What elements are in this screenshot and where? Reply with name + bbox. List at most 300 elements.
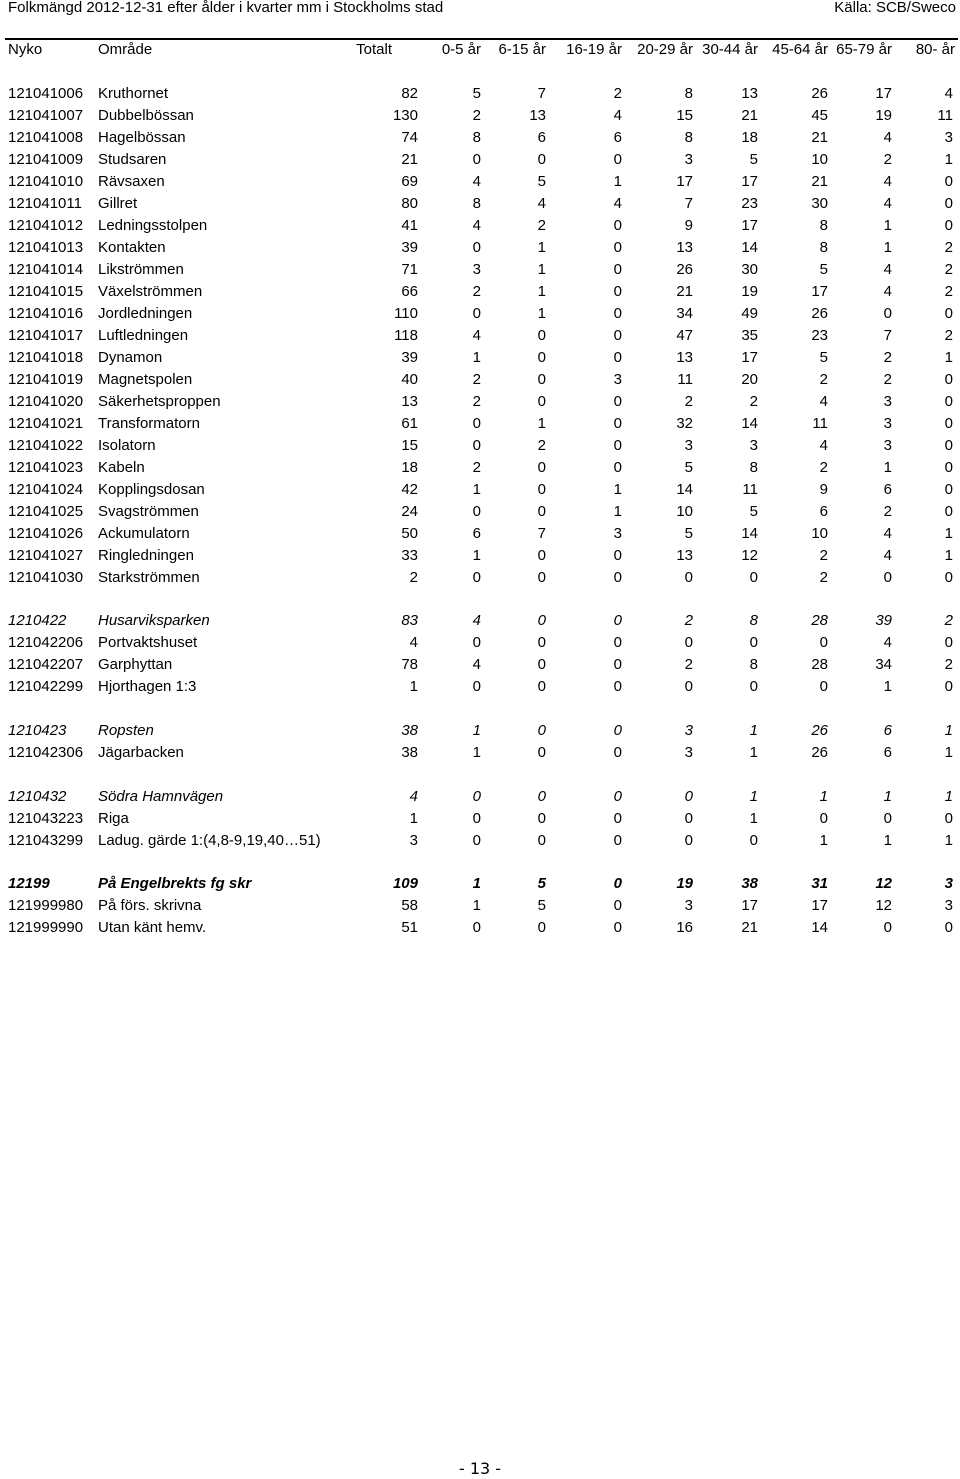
cell-age-20-29: 15 (676, 107, 693, 124)
cell-totalt: 39 (401, 349, 418, 366)
cell-age-6-15: 7 (537, 525, 546, 542)
table-row (0, 654, 960, 676)
table-row (0, 567, 960, 589)
cell-omrade: Ackumulatorn (98, 525, 190, 542)
table-row-subtotal (0, 786, 960, 808)
cell-omrade: Hjorthagen 1:3 (98, 678, 197, 695)
cell-omrade: Likströmmen (98, 261, 184, 278)
cell-totalt: 80 (401, 195, 418, 212)
cell-age-6-15: 13 (529, 107, 546, 124)
cell-age-80-plus: 0 (944, 195, 953, 212)
cell-totalt: 4 (409, 634, 418, 651)
cell-age-65-79: 4 (883, 525, 892, 542)
cell-age-65-79: 6 (883, 722, 892, 739)
cell-age-16-19: 0 (613, 305, 622, 322)
cell-age-65-79: 4 (883, 129, 892, 146)
cell-age-45-64: 2 (819, 569, 828, 586)
cell-age-16-19: 0 (613, 656, 622, 673)
column-header-age-80-plus: 80- år (915, 41, 955, 58)
cell-age-0-5: 0 (472, 788, 481, 805)
cell-age-0-5: 1 (472, 875, 481, 892)
cell-age-20-29: 3 (684, 151, 693, 168)
cell-age-6-15: 1 (537, 305, 546, 322)
cell-age-6-15: 0 (537, 151, 546, 168)
cell-nyko: 121041018 (8, 349, 84, 366)
cell-nyko: 121043299 (8, 832, 84, 849)
cell-age-30-44: 19 (741, 283, 758, 300)
table-row (0, 325, 960, 347)
cell-age-0-5: 0 (472, 810, 481, 827)
cell-age-16-19: 0 (613, 897, 622, 914)
cell-nyko: 121042306 (8, 744, 84, 761)
table-row (0, 237, 960, 259)
cell-age-0-5: 4 (472, 173, 481, 190)
cell-omrade: Ropsten (98, 722, 154, 739)
cell-age-0-5: 1 (472, 547, 481, 564)
cell-totalt: 130 (392, 107, 418, 124)
cell-age-30-44: 14 (741, 525, 758, 542)
cell-age-20-29: 13 (676, 547, 693, 564)
cell-age-65-79: 3 (883, 393, 892, 410)
cell-age-30-44: 11 (742, 481, 758, 498)
cell-nyko: 121999980 (8, 897, 84, 914)
cell-age-30-44: 8 (749, 612, 758, 629)
cell-age-6-15: 0 (537, 634, 546, 651)
cell-omrade: Jordledningen (98, 305, 193, 322)
cell-age-16-19: 0 (613, 678, 622, 695)
table-row (0, 193, 960, 215)
cell-age-45-64: 21 (811, 129, 828, 146)
cell-age-45-64: 28 (811, 612, 828, 629)
cell-age-16-19: 0 (613, 634, 622, 651)
cell-age-6-15: 0 (537, 371, 546, 388)
cell-age-65-79: 1 (883, 239, 892, 256)
cell-nyko: 121041016 (8, 305, 84, 322)
cell-age-16-19: 0 (613, 283, 622, 300)
table-row (0, 917, 960, 939)
table-row (0, 127, 960, 149)
cell-age-20-29: 9 (684, 217, 693, 234)
cell-age-16-19: 0 (613, 151, 622, 168)
cell-age-80-plus: 1 (944, 349, 953, 366)
cell-age-20-29: 3 (684, 897, 693, 914)
cell-age-0-5: 0 (472, 503, 481, 520)
cell-age-30-44: 17 (741, 217, 758, 234)
table-row (0, 105, 960, 127)
cell-age-65-79: 1 (883, 459, 892, 476)
cell-age-45-64: 5 (819, 261, 828, 278)
cell-age-6-15: 0 (537, 744, 546, 761)
cell-omrade: Kruthornet (98, 85, 169, 102)
cell-age-30-44: 0 (749, 832, 758, 849)
cell-age-80-plus: 2 (944, 283, 953, 300)
cell-nyko: 1210423 (8, 722, 67, 739)
cell-age-30-44: 13 (741, 85, 758, 102)
cell-age-6-15: 0 (537, 481, 546, 498)
table-row (0, 676, 960, 698)
cell-age-30-44: 14 (741, 415, 758, 432)
cell-age-80-plus: 3 (944, 897, 953, 914)
table-row (0, 171, 960, 193)
cell-age-0-5: 1 (472, 744, 481, 761)
cell-age-65-79: 4 (883, 283, 892, 300)
cell-age-65-79: 7 (883, 327, 892, 344)
cell-age-30-44: 38 (741, 875, 758, 892)
cell-age-16-19: 0 (613, 569, 622, 586)
cell-age-80-plus: 4 (944, 85, 953, 102)
cell-age-0-5: 0 (472, 919, 481, 936)
cell-age-80-plus: 1 (944, 525, 953, 542)
column-header-totalt: Totalt (356, 41, 392, 58)
table-row (0, 523, 960, 545)
cell-omrade: Dynamon (98, 349, 163, 366)
cell-age-16-19: 3 (613, 525, 622, 542)
cell-totalt: 58 (401, 897, 418, 914)
cell-totalt: 18 (401, 459, 418, 476)
cell-age-80-plus: 0 (944, 634, 953, 651)
cell-omrade: Starkströmmen (98, 569, 200, 586)
cell-age-30-44: 5 (749, 503, 758, 520)
cell-age-45-64: 8 (819, 217, 828, 234)
cell-nyko: 121041008 (8, 129, 84, 146)
cell-age-20-29: 13 (676, 349, 693, 366)
cell-totalt: 66 (401, 283, 418, 300)
cell-nyko: 121041007 (8, 107, 84, 124)
cell-age-80-plus: 2 (944, 327, 953, 344)
cell-age-45-64: 30 (811, 195, 828, 212)
cell-age-80-plus: 0 (944, 173, 953, 190)
cell-omrade: Växelströmmen (98, 283, 203, 300)
cell-omrade: Södra Hamnvägen (98, 788, 224, 805)
cell-age-20-29: 11 (677, 371, 693, 388)
cell-age-20-29: 3 (684, 744, 693, 761)
cell-totalt: 39 (401, 239, 418, 256)
cell-age-45-64: 2 (819, 459, 828, 476)
cell-omrade: Luftledningen (98, 327, 189, 344)
cell-totalt: 38 (401, 744, 418, 761)
cell-age-20-29: 2 (684, 612, 693, 629)
cell-omrade: Husarviksparken (98, 612, 210, 629)
column-header-age-20-29: 20-29 år (637, 41, 693, 58)
cell-age-45-64: 1 (819, 788, 828, 805)
cell-omrade: Magnetspolen (98, 371, 193, 388)
cell-nyko: 121042206 (8, 634, 84, 651)
cell-age-45-64: 31 (811, 875, 828, 892)
table-row (0, 808, 960, 830)
cell-nyko: 121041025 (8, 503, 84, 520)
cell-age-0-5: 0 (472, 437, 481, 454)
cell-age-20-29: 0 (684, 810, 693, 827)
table-row (0, 303, 960, 325)
cell-age-6-15: 5 (537, 875, 546, 892)
cell-age-65-79: 39 (875, 612, 892, 629)
cell-age-65-79: 12 (875, 875, 892, 892)
cell-age-80-plus: 0 (944, 437, 953, 454)
cell-age-16-19: 1 (613, 173, 622, 190)
cell-nyko: 121041023 (8, 459, 84, 476)
cell-omrade: Isolatorn (98, 437, 156, 454)
cell-nyko: 121041011 (8, 195, 82, 212)
cell-age-45-64: 14 (811, 919, 828, 936)
cell-age-80-plus: 3 (944, 129, 953, 146)
cell-totalt: 50 (401, 525, 418, 542)
cell-age-0-5: 4 (472, 656, 481, 673)
cell-age-45-64: 2 (819, 371, 828, 388)
cell-nyko: 121041017 (8, 327, 84, 344)
cell-totalt: 40 (401, 371, 418, 388)
cell-age-45-64: 9 (819, 481, 828, 498)
cell-totalt: 110 (394, 305, 418, 322)
cell-omrade: Studsaren (98, 151, 167, 168)
cell-age-0-5: 2 (472, 371, 481, 388)
column-header-age-0-5: 0-5 år (441, 41, 481, 58)
cell-nyko: 121041009 (8, 151, 84, 168)
cell-totalt: 24 (401, 503, 418, 520)
cell-omrade: Portvaktshuset (98, 634, 198, 651)
cell-age-16-19: 0 (613, 612, 622, 629)
cell-nyko: 121999990 (8, 919, 84, 936)
cell-age-0-5: 0 (472, 832, 481, 849)
cell-age-65-79: 1 (883, 217, 892, 234)
cell-age-6-15: 4 (537, 195, 546, 212)
cell-omrade: Ledningsstolpen (98, 217, 208, 234)
cell-age-0-5: 1 (472, 481, 481, 498)
cell-age-30-44: 0 (749, 634, 758, 651)
cell-age-30-44: 17 (741, 897, 758, 914)
column-header-age-30-44: 30-44 år (702, 41, 758, 58)
cell-age-30-44: 21 (741, 107, 758, 124)
cell-nyko: 121041014 (8, 261, 84, 278)
cell-age-6-15: 6 (537, 129, 546, 146)
table-row (0, 501, 960, 523)
cell-age-65-79: 4 (883, 634, 892, 651)
cell-age-65-79: 17 (875, 85, 892, 102)
table-header (0, 40, 960, 60)
cell-age-45-64: 26 (811, 744, 828, 761)
cell-age-16-19: 1 (613, 503, 622, 520)
cell-age-16-19: 0 (613, 393, 622, 410)
cell-age-30-44: 0 (749, 569, 758, 586)
cell-totalt: 13 (401, 393, 418, 410)
cell-age-16-19: 0 (613, 239, 622, 256)
cell-age-20-29: 10 (676, 503, 693, 520)
cell-age-80-plus: 2 (944, 239, 953, 256)
cell-age-6-15: 0 (537, 919, 546, 936)
cell-age-16-19: 0 (613, 810, 622, 827)
cell-nyko: 121041022 (8, 437, 84, 454)
cell-age-80-plus: 1 (944, 788, 953, 805)
cell-nyko: 121041024 (8, 481, 84, 498)
column-header-age-16-19: 16-19 år (566, 41, 622, 58)
cell-totalt: 1 (409, 810, 418, 827)
cell-nyko: 121041013 (8, 239, 84, 256)
cell-totalt: 109 (392, 875, 418, 892)
cell-age-0-5: 8 (472, 195, 481, 212)
cell-age-16-19: 0 (613, 261, 622, 278)
cell-age-80-plus: 0 (944, 305, 953, 322)
cell-age-20-29: 3 (684, 722, 693, 739)
cell-age-80-plus: 2 (944, 261, 953, 278)
cell-omrade: Dubbelbössan (98, 107, 194, 124)
cell-age-20-29: 3 (684, 437, 693, 454)
cell-age-16-19: 0 (613, 744, 622, 761)
table-row (0, 830, 960, 852)
table-row (0, 742, 960, 764)
cell-age-45-64: 1 (819, 832, 828, 849)
cell-totalt: 1 (409, 678, 418, 695)
cell-age-6-15: 2 (537, 437, 546, 454)
cell-age-45-64: 23 (811, 327, 828, 344)
cell-age-0-5: 1 (472, 897, 481, 914)
cell-omrade: Transformatorn (98, 415, 200, 432)
cell-age-16-19: 2 (613, 85, 622, 102)
cell-age-20-29: 34 (676, 305, 693, 322)
cell-nyko: 1210432 (8, 788, 67, 805)
cell-age-80-plus: 1 (944, 547, 953, 564)
cell-age-45-64: 0 (819, 810, 828, 827)
cell-age-80-plus: 0 (944, 459, 953, 476)
cell-age-6-15: 7 (537, 85, 546, 102)
table-row-total (0, 873, 960, 895)
cell-age-6-15: 0 (537, 612, 546, 629)
cell-age-6-15: 0 (537, 503, 546, 520)
cell-age-16-19: 0 (613, 722, 622, 739)
cell-age-80-plus: 0 (944, 678, 953, 695)
cell-totalt: 42 (401, 481, 418, 498)
cell-age-65-79: 3 (883, 437, 892, 454)
cell-age-65-79: 12 (875, 897, 892, 914)
cell-age-30-44: 0 (749, 678, 758, 695)
table-row (0, 479, 960, 501)
cell-omrade: Kontakten (98, 239, 166, 256)
cell-nyko: 121041020 (8, 393, 84, 410)
cell-age-0-5: 2 (472, 107, 481, 124)
cell-age-65-79: 3 (883, 415, 892, 432)
cell-age-0-5: 4 (472, 217, 481, 234)
cell-age-0-5: 0 (472, 151, 481, 168)
cell-age-20-29: 8 (684, 129, 693, 146)
cell-age-20-29: 0 (684, 634, 693, 651)
cell-age-16-19: 0 (613, 217, 622, 234)
cell-nyko: 12199 (8, 875, 50, 892)
cell-age-65-79: 2 (883, 349, 892, 366)
cell-age-45-64: 8 (819, 239, 828, 256)
cell-age-6-15: 0 (537, 393, 546, 410)
cell-age-16-19: 6 (613, 129, 622, 146)
cell-age-80-plus: 1 (944, 832, 953, 849)
cell-omrade: Rävsaxen (98, 173, 165, 190)
cell-nyko: 121041030 (8, 569, 84, 586)
cell-age-20-29: 8 (684, 85, 693, 102)
cell-age-6-15: 0 (537, 327, 546, 344)
cell-omrade: Garphyttan (98, 656, 173, 673)
cell-totalt: 15 (401, 437, 418, 454)
table-row (0, 895, 960, 917)
cell-totalt: 33 (401, 547, 418, 564)
page-number: - 13 - (458, 1459, 502, 1478)
cell-age-16-19: 0 (613, 832, 622, 849)
cell-age-45-64: 6 (819, 503, 828, 520)
cell-age-0-5: 3 (472, 261, 481, 278)
cell-totalt: 4 (409, 788, 418, 805)
column-header-nyko: Nyko (8, 41, 43, 58)
cell-nyko: 121041015 (8, 283, 84, 300)
cell-age-80-plus: 0 (944, 503, 953, 520)
cell-age-65-79: 1 (883, 832, 892, 849)
cell-totalt: 118 (394, 327, 418, 344)
report-source: Källa: SCB/Sweco (834, 0, 956, 16)
cell-age-16-19: 1 (613, 481, 622, 498)
cell-age-16-19: 0 (613, 547, 622, 564)
cell-age-0-5: 0 (472, 634, 481, 651)
cell-age-80-plus: 0 (944, 569, 953, 586)
cell-age-80-plus: 0 (944, 393, 953, 410)
cell-age-6-15: 5 (537, 173, 546, 190)
cell-age-80-plus: 2 (944, 612, 953, 629)
cell-age-20-29: 14 (676, 481, 693, 498)
cell-age-16-19: 0 (613, 437, 622, 454)
cell-age-80-plus: 0 (944, 919, 953, 936)
cell-omrade: Ladug. gärde 1:(4,8-9,19,40…51) (98, 832, 321, 849)
cell-nyko: 121041010 (8, 173, 84, 190)
table-row (0, 391, 960, 413)
cell-age-45-64: 4 (819, 393, 828, 410)
cell-totalt: 3 (409, 832, 418, 849)
table-row (0, 413, 960, 435)
cell-age-16-19: 0 (613, 349, 622, 366)
cell-age-45-64: 10 (811, 525, 828, 542)
cell-age-20-29: 0 (684, 832, 693, 849)
cell-age-0-5: 2 (472, 459, 481, 476)
cell-omrade: Riga (98, 810, 129, 827)
table-row (0, 281, 960, 303)
cell-age-65-79: 6 (883, 744, 892, 761)
cell-age-65-79: 4 (883, 547, 892, 564)
cell-age-0-5: 4 (472, 612, 481, 629)
cell-age-6-15: 2 (537, 217, 546, 234)
cell-age-80-plus: 0 (944, 217, 953, 234)
column-header-age-6-15: 6-15 år (498, 41, 546, 58)
cell-age-20-29: 16 (676, 919, 693, 936)
cell-age-0-5: 0 (472, 569, 481, 586)
page-header (8, 0, 956, 16)
cell-age-65-79: 2 (883, 371, 892, 388)
cell-age-65-79: 4 (883, 261, 892, 278)
cell-age-6-15: 1 (537, 239, 546, 256)
cell-omrade: På Engelbrekts fg skr (98, 875, 252, 892)
cell-totalt: 61 (401, 415, 418, 432)
cell-nyko: 1210422 (8, 612, 67, 629)
cell-age-30-44: 5 (749, 151, 758, 168)
cell-age-0-5: 1 (472, 722, 481, 739)
cell-age-0-5: 0 (472, 678, 481, 695)
cell-age-0-5: 4 (472, 327, 481, 344)
cell-age-20-29: 2 (684, 656, 693, 673)
cell-age-30-44: 3 (749, 437, 758, 454)
cell-age-30-44: 49 (741, 305, 758, 322)
cell-age-45-64: 17 (811, 897, 828, 914)
cell-omrade: Kopplingsdosan (98, 481, 205, 498)
cell-age-65-79: 0 (883, 305, 892, 322)
cell-age-80-plus: 1 (944, 722, 953, 739)
cell-age-45-64: 17 (811, 283, 828, 300)
cell-nyko: 121041019 (8, 371, 84, 388)
column-header-age-45-64: 45-64 år (772, 41, 828, 58)
cell-age-0-5: 2 (472, 283, 481, 300)
cell-age-16-19: 0 (613, 459, 622, 476)
cell-age-65-79: 4 (883, 195, 892, 212)
cell-age-65-79: 34 (875, 656, 892, 673)
